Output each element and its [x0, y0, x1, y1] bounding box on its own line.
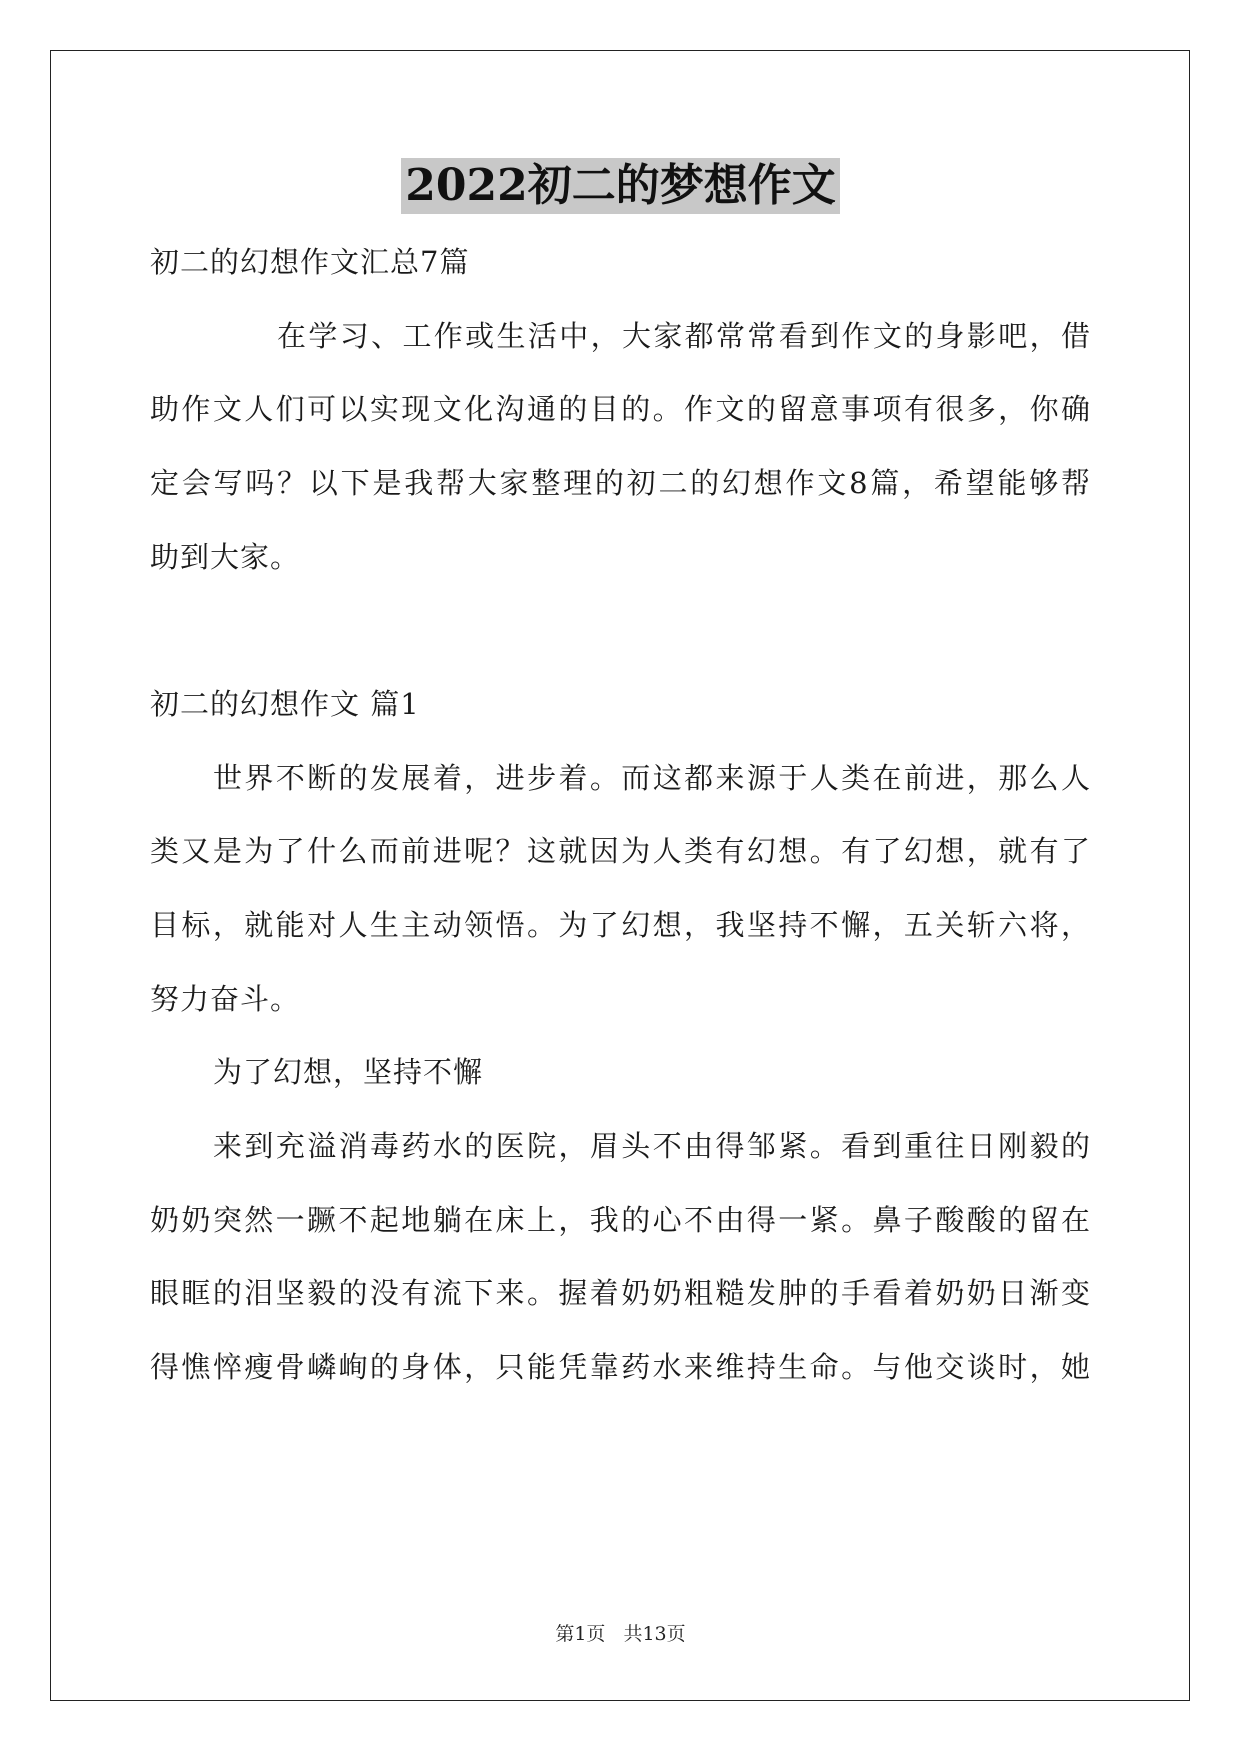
para1-line-1: 世界不断的发展着，进步着。而这都来源于人类在前进，那么人 [213, 761, 1090, 795]
para2-line-1: 来到充溢消毒药水的医院，眉头不由得邹紧。看到重往日刚毅的 [213, 1129, 1090, 1163]
section-heading: 初二的幻想作文 篇1 [150, 687, 420, 721]
page-footer [0, 1622, 1241, 1646]
intro-line-2: 助作文人们可以实现文化沟通的目的。作文的留意事项有很多，你确 [150, 392, 1090, 426]
document-title: 2022初二的梦想作文 [401, 158, 839, 214]
para1-line-2: 类又是为了什么而前进呢？这就因为人类有幻想。有了幻想，就有了 [150, 834, 1090, 868]
title-container [0, 158, 1241, 214]
para2-line-4: 得憔悴瘦骨嶙峋的身体，只能凭靠药水来维持生命。与他交谈时，她 [150, 1350, 1090, 1384]
page-total: 共13页 [623, 1623, 686, 1645]
subtitle: 初二的幻想作文汇总7篇 [150, 245, 470, 279]
para2-line-3: 眼眶的泪坚毅的没有流下来。握着奶奶粗糙发肿的手看着奶奶日渐变 [150, 1276, 1090, 1310]
page-number: 第1页 [555, 1623, 606, 1645]
intro-line-4: 助到大家。 [150, 540, 301, 574]
para2-line-2: 奶奶突然一蹶不起地躺在床上，我的心不由得一紧。鼻子酸酸的留在 [150, 1203, 1090, 1237]
para1-line-3: 目标，就能对人生主动领悟。为了幻想，我坚持不懈，五关斩六将， [150, 908, 1090, 942]
intro-line-1: 在学习、工作或生活中，大家都常常看到作文的身影吧，借 [277, 319, 1090, 353]
para1-line-4: 努力奋斗。 [150, 982, 301, 1016]
intro-line-3: 定会写吗？以下是我帮大家整理的初二的幻想作文8篇，希望能够帮 [150, 466, 1090, 500]
sub-heading: 为了幻想，坚持不懈 [213, 1055, 484, 1089]
page-border [50, 50, 1190, 1701]
